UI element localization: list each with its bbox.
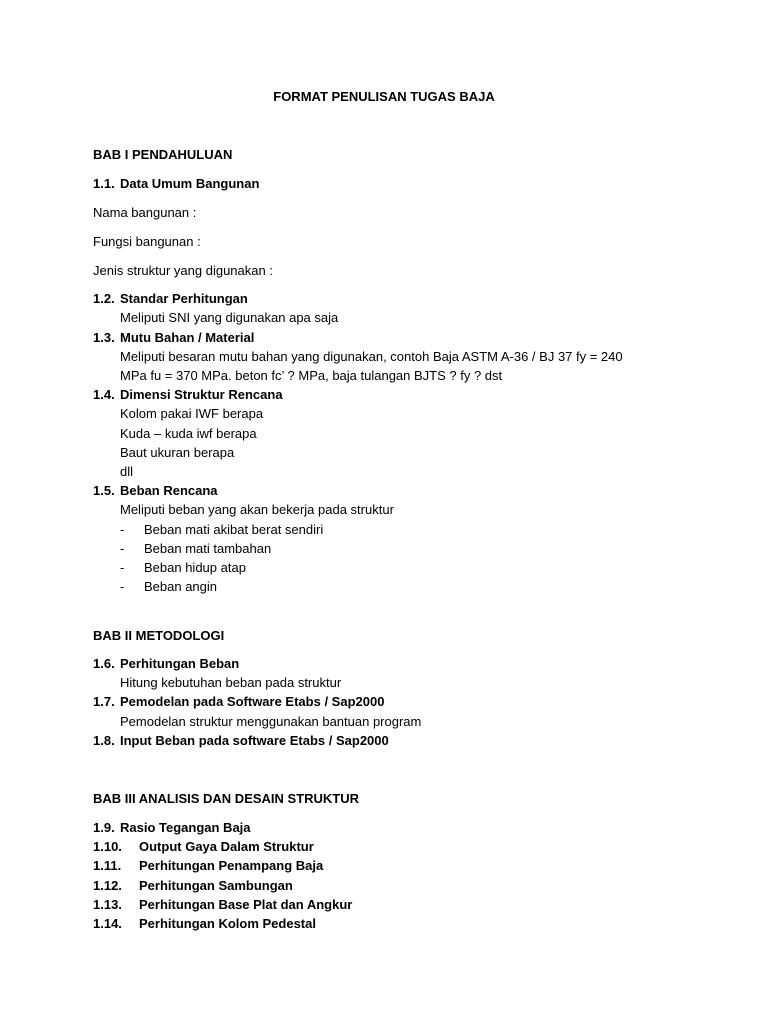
section-number: 1.8.	[93, 733, 115, 748]
section-line: Meliputi besaran mutu bahan yang digunakan, contoh Baja ASTM A-36 / BJ 37 fy = 240	[120, 349, 623, 364]
section-title: Perhitungan Kolom Pedestal	[139, 916, 316, 931]
bullet-item: Beban hidup atap	[144, 560, 246, 575]
bullet-dash: -	[120, 579, 125, 594]
section-line: Kuda – kuda iwf berapa	[120, 426, 257, 441]
bullet-item: Beban mati akibat berat sendiri	[144, 522, 324, 537]
section-title: Perhitungan Penampang Baja	[139, 858, 324, 873]
section-title: Data Umum Bangunan	[120, 176, 260, 191]
section-number: 1.2.	[93, 291, 115, 306]
section-number: 1.1.	[93, 176, 115, 191]
bullet-dash: -	[120, 522, 125, 537]
section-title: Mutu Bahan / Material	[120, 330, 255, 345]
section-line: Meliputi SNI yang digunakan apa saja	[120, 310, 339, 325]
section-line: MPa fu = 370 MPa. beton fc’ ? MPa, baja tulangan BJTS ? fy ? dst	[120, 368, 503, 383]
section-line: Pemodelan struktur menggunakan bantuan program	[120, 714, 422, 729]
section-title: Input Beban pada software Etabs / Sap2000	[120, 733, 389, 748]
section-line: Kolom pakai IWF berapa	[120, 406, 264, 421]
bab3-heading: BAB III ANALISIS DAN DESAIN STRUKTUR	[93, 791, 360, 806]
section-number: 1.7.	[93, 694, 115, 709]
section-title: Beban Rencana	[120, 483, 218, 498]
section-number: 1.12.	[93, 878, 122, 893]
section-title: Perhitungan Beban	[120, 656, 240, 671]
section-title: Pemodelan pada Software Etabs / Sap2000	[120, 694, 385, 709]
bullet-item: Beban mati tambahan	[144, 541, 272, 556]
section-title: Dimensi Struktur Rencana	[120, 387, 283, 402]
section-number: 1.11.	[93, 858, 122, 873]
field-label: Fungsi bangunan :	[93, 234, 201, 249]
section-number: 1.5.	[93, 483, 115, 498]
field-label: Jenis struktur yang digunakan :	[93, 263, 273, 278]
bullet-item: Beban angin	[144, 579, 218, 594]
field-label: Nama bangunan :	[93, 205, 197, 220]
section-number: 1.14.	[93, 916, 122, 931]
section-number: 1.10.	[93, 839, 122, 854]
section-title: Rasio Tegangan Baja	[120, 820, 251, 835]
section-number: 1.4.	[93, 387, 115, 402]
bab1-heading: BAB I PENDAHULUAN	[93, 147, 233, 162]
section-number: 1.6.	[93, 656, 115, 671]
section-line: Baut ukuran berapa	[120, 445, 235, 460]
section-line: dll	[120, 464, 134, 479]
section-number: 1.13.	[93, 897, 122, 912]
bullet-dash: -	[120, 541, 125, 556]
section-line: Hitung kebutuhan beban pada struktur	[120, 675, 342, 690]
section-title: Standar Perhitungan	[120, 291, 248, 306]
section-number: 1.9.	[93, 820, 115, 835]
document-title: FORMAT PENULISAN TUGAS BAJA	[273, 89, 495, 104]
bullet-dash: -	[120, 560, 125, 575]
section-title: Output Gaya Dalam Struktur	[139, 839, 314, 854]
section-line: Meliputi beban yang akan bekerja pada struktur	[120, 502, 394, 517]
section-number: 1.3.	[93, 330, 115, 345]
section-title: Perhitungan Base Plat dan Angkur	[139, 897, 353, 912]
bab2-heading: BAB II METODOLOGI	[93, 628, 225, 643]
section-title: Perhitungan Sambungan	[139, 878, 293, 893]
